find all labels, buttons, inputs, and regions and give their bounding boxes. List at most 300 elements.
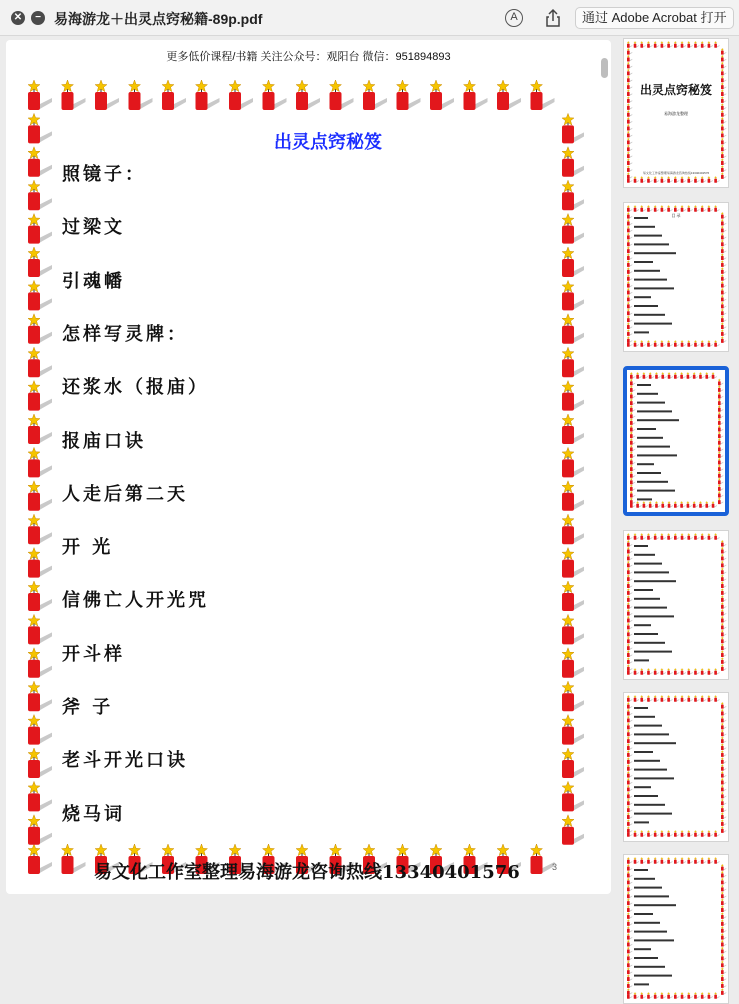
candle-icon — [661, 41, 666, 48]
candle-icon — [647, 857, 652, 864]
candle-icon — [62, 844, 86, 874]
thumbnail-subtitle: 目 录 — [671, 213, 681, 218]
candle-icon — [636, 372, 641, 379]
thumbnail-border — [624, 693, 728, 841]
candle-icon — [630, 412, 635, 419]
candle-icon — [647, 830, 652, 837]
candle-icon — [687, 340, 692, 347]
candle-icon — [718, 399, 723, 406]
candle-icon — [687, 205, 692, 212]
candle-icon — [627, 138, 632, 145]
candle-icon — [627, 757, 632, 764]
candle-icon — [627, 974, 632, 981]
page-thumbnail[interactable] — [623, 38, 729, 188]
candle-icon — [705, 501, 710, 508]
candle-icon — [627, 302, 632, 309]
candle-icon — [701, 205, 706, 212]
candle-icon — [654, 668, 659, 675]
candle-icon — [701, 992, 706, 999]
candle-icon — [708, 533, 713, 540]
thumbnail-text-line — [634, 760, 660, 762]
candle-icon — [28, 314, 52, 344]
markup-icon[interactable]: A — [505, 9, 523, 27]
candle-icon — [721, 247, 726, 254]
candle-icon — [705, 372, 710, 379]
candle-icon — [667, 992, 672, 999]
candle-icon — [630, 445, 635, 452]
candle-icon — [681, 340, 686, 347]
candle-icon — [627, 792, 632, 799]
candle-icon — [721, 145, 726, 152]
candle-icon — [627, 657, 632, 664]
candle-icon — [674, 340, 679, 347]
pdf-page — [24, 80, 584, 883]
thumbnail-text-line — [637, 402, 665, 404]
candle-icon — [28, 80, 52, 110]
thumbnail-text-line — [634, 742, 676, 744]
thumbnail-text-line — [634, 895, 669, 897]
candle-icon — [28, 147, 52, 177]
candle-icon — [640, 668, 645, 675]
candle-icon — [718, 491, 723, 498]
header-note: 更多低价课程/书籍 关注公众号：观阳台 微信：951894893 — [166, 51, 451, 63]
candle-icon — [721, 961, 726, 968]
candle-icon — [627, 954, 632, 961]
page-heading: 出灵点窍秘笈 — [274, 132, 382, 153]
candle-icon — [680, 501, 685, 508]
candle-icon — [627, 226, 632, 233]
candle-icon — [701, 533, 706, 540]
document-title: 易海游龙＋出灵点窍秘籍-89p.pdf — [54, 11, 263, 27]
candle-icon — [721, 62, 726, 69]
candle-icon — [721, 309, 726, 316]
candle-icon — [562, 514, 584, 544]
candle-icon — [721, 778, 726, 785]
candle-icon — [627, 616, 632, 623]
candle-icon — [627, 288, 632, 295]
candle-icon — [196, 80, 220, 110]
candle-icon — [667, 205, 672, 212]
candle-icon — [640, 176, 645, 183]
candle-icon — [721, 723, 726, 730]
candle-icon — [721, 554, 726, 561]
page-thumbnail[interactable] — [623, 366, 729, 516]
candle-icon — [687, 41, 692, 48]
candle-icon — [721, 764, 726, 771]
candle-icon — [28, 614, 52, 644]
candle-icon — [674, 176, 679, 183]
candle-icon — [661, 340, 666, 347]
candle-icon — [627, 912, 632, 919]
candle-icon — [229, 80, 253, 110]
candle-icon — [721, 69, 726, 76]
candle-icon — [627, 595, 632, 602]
page-thumbnail[interactable] — [623, 530, 729, 680]
thumbnail-text-line — [634, 869, 648, 871]
candle-icon — [721, 792, 726, 799]
candle-icon — [699, 501, 704, 508]
candle-icon — [674, 857, 679, 864]
candle-icon — [721, 267, 726, 274]
page-footer: 易文化工作室整理易海游龙咨询热线13340401576 — [94, 862, 520, 883]
candle-icon — [721, 253, 726, 260]
thumbnail-text-line — [637, 428, 656, 430]
candle-icon — [28, 414, 52, 444]
page-thumbnail[interactable] — [623, 202, 729, 352]
candle-icon — [718, 458, 723, 465]
candle-icon — [721, 864, 726, 871]
candle-icon — [654, 176, 659, 183]
candle-icon — [630, 451, 635, 458]
candle-icon — [681, 205, 686, 212]
candle-icon — [654, 340, 659, 347]
candle-icon — [721, 138, 726, 145]
candle-icon — [562, 447, 584, 477]
candle-icon — [627, 988, 632, 995]
candle-icon — [694, 857, 699, 864]
candle-icon — [674, 533, 679, 540]
candle-icon — [694, 992, 699, 999]
candle-icon — [630, 385, 635, 392]
candle-icon — [661, 501, 666, 508]
candle-icon — [627, 695, 632, 702]
candle-icon — [681, 992, 686, 999]
thumbnail-text-line — [634, 305, 658, 307]
candle-icon — [708, 176, 713, 183]
candle-icon — [714, 695, 719, 702]
thumbnail-border — [627, 370, 725, 512]
candle-icon — [721, 316, 726, 323]
candle-icon — [721, 954, 726, 961]
candle-icon — [701, 695, 706, 702]
candle-icon — [667, 340, 672, 347]
candle-icon — [464, 80, 488, 110]
candle-icon — [680, 372, 685, 379]
thumbnail-text-line — [634, 804, 665, 806]
candle-icon — [708, 205, 713, 212]
candle-icon — [674, 501, 679, 508]
thumbnail-text-line — [634, 725, 662, 727]
candle-icon — [654, 857, 659, 864]
candle-icon — [718, 418, 723, 425]
candle-icon — [562, 414, 584, 444]
thumbnail-text-line — [634, 957, 658, 959]
candle-icon — [714, 340, 719, 347]
candle-icon — [712, 372, 717, 379]
candle-icon — [721, 981, 726, 988]
candle-icon — [627, 968, 632, 975]
candle-icon — [627, 764, 632, 771]
candle-icon — [661, 372, 666, 379]
candle-icon — [721, 905, 726, 912]
minus-icon[interactable]: − — [31, 11, 45, 25]
candle-icon — [718, 471, 723, 478]
candle-icon — [661, 992, 666, 999]
candle-icon — [630, 379, 635, 386]
candle-icon — [699, 372, 704, 379]
candle-icon — [708, 830, 713, 837]
candle-icon — [627, 947, 632, 954]
candle-icon — [721, 871, 726, 878]
candle-icon — [630, 465, 635, 472]
thumbnail-text-line — [637, 481, 668, 483]
thumbnail-text-line — [634, 633, 658, 635]
candle-icon — [640, 533, 645, 540]
candle-icon — [721, 295, 726, 302]
candle-icon — [640, 992, 645, 999]
thumbnail-text-line — [637, 419, 679, 421]
candle-icon — [701, 176, 706, 183]
open-in-acrobat-button[interactable]: 通过 Adobe Acrobat 打开 — [575, 7, 734, 29]
candle-icon — [718, 432, 723, 439]
thumbnail-text-line — [634, 777, 674, 779]
candle-icon — [627, 650, 632, 657]
candle-icon — [627, 750, 632, 757]
candle-icon — [714, 41, 719, 48]
candle-icon — [708, 41, 713, 48]
candle-icon — [721, 322, 726, 329]
candle-icon — [674, 668, 679, 675]
candle-icon — [627, 274, 632, 281]
candle-icon — [687, 501, 692, 508]
candle-icon — [721, 743, 726, 750]
scrollbar[interactable] — [601, 58, 608, 78]
candle-icon — [627, 602, 632, 609]
candle-icon — [627, 260, 632, 267]
candle-icon — [718, 392, 723, 399]
candle-icon — [634, 668, 639, 675]
candle-icon — [531, 844, 558, 874]
candle-icon — [687, 372, 692, 379]
candle-icon — [28, 748, 52, 778]
content-line: 人走后第二天 — [62, 483, 188, 505]
candle-icon — [649, 501, 654, 508]
candle-icon — [636, 501, 641, 508]
candle-icon — [701, 340, 706, 347]
candle-icon — [654, 205, 659, 212]
thumbnail-text-line — [634, 261, 653, 263]
candle-icon — [718, 478, 723, 485]
candle-icon — [681, 857, 686, 864]
candle-icon — [630, 484, 635, 491]
candle-icon — [701, 830, 706, 837]
thumbnail-text-line — [634, 331, 649, 333]
candle-icon — [627, 554, 632, 561]
candle-icon — [28, 381, 52, 411]
candle-icon — [627, 892, 632, 899]
candle-icon — [627, 575, 632, 582]
candle-icon — [627, 158, 632, 165]
thumbnail-text-line — [634, 545, 648, 547]
candle-icon — [714, 205, 719, 212]
candle-icon — [674, 41, 679, 48]
candle-icon — [721, 657, 726, 664]
thumbnail-text-line — [634, 707, 648, 709]
candle-icon — [630, 438, 635, 445]
candle-icon — [640, 340, 645, 347]
candle-icon — [562, 748, 584, 778]
candle-icon — [694, 533, 699, 540]
thumbnail-text-line — [634, 279, 667, 281]
close-icon[interactable]: ✕ — [11, 11, 25, 25]
thumbnail-text-line — [634, 966, 665, 968]
thumbnail-text-line — [634, 769, 667, 771]
thumbnail-text-line — [634, 983, 649, 985]
candle-icon — [28, 715, 52, 745]
candle-icon — [721, 947, 726, 954]
page-thumbnail[interactable] — [623, 854, 729, 1004]
thumbnail-text-line — [637, 410, 672, 412]
thumbnail-text-line — [634, 571, 669, 573]
candle-icon — [627, 812, 632, 819]
candle-icon — [721, 152, 726, 159]
candle-icon — [708, 668, 713, 675]
candle-icon — [627, 533, 632, 540]
thumbnail-text-line — [634, 252, 676, 254]
thumbnail-text-line — [634, 931, 667, 933]
candle-icon — [430, 80, 454, 110]
candle-icon — [721, 329, 726, 336]
candle-icon — [627, 336, 632, 343]
thumbnail-text-line — [634, 296, 651, 298]
thumbnail-text-line — [634, 615, 674, 617]
content-line: 怎样写灵牌： — [62, 323, 188, 345]
thumbnail-text-line — [634, 651, 672, 653]
thumbnail-text-line — [634, 624, 651, 626]
candle-icon — [721, 885, 726, 892]
candle-icon — [627, 885, 632, 892]
thumbnail-text-line — [634, 913, 653, 915]
thumbnail-text-line — [634, 659, 649, 661]
candle-icon — [627, 322, 632, 329]
candle-icon — [562, 247, 584, 277]
candle-icon — [681, 695, 686, 702]
candle-icon — [634, 176, 639, 183]
candle-icon — [627, 899, 632, 906]
candle-icon — [627, 240, 632, 247]
candle-icon — [721, 288, 726, 295]
pdf-viewer[interactable] — [6, 40, 611, 894]
candle-icon — [28, 447, 52, 477]
candle-icon — [701, 668, 706, 675]
candle-icon — [627, 152, 632, 159]
candle-icon — [721, 637, 726, 644]
candle-icon — [627, 253, 632, 260]
candle-icon — [630, 471, 635, 478]
candle-icon — [674, 830, 679, 837]
candle-icon — [721, 602, 726, 609]
thumbnail-text-line — [634, 786, 651, 788]
candle-icon — [661, 830, 666, 837]
candle-icon — [640, 830, 645, 837]
candle-icon — [634, 340, 639, 347]
candle-icon — [712, 501, 717, 508]
candle-icon — [627, 41, 632, 48]
candle-icon — [721, 892, 726, 899]
candle-icon — [627, 737, 632, 744]
candle-icon — [627, 730, 632, 737]
candle-icon — [562, 147, 584, 177]
candle-icon — [721, 547, 726, 554]
candle-icon — [562, 347, 584, 377]
candle-icon — [627, 233, 632, 240]
candle-icon — [721, 623, 726, 630]
candle-icon — [681, 533, 686, 540]
candle-icon — [627, 799, 632, 806]
candle-icon — [687, 992, 692, 999]
candle-icon — [721, 709, 726, 716]
candle-icon — [721, 819, 726, 826]
candle-icon — [562, 715, 584, 745]
candle-icon — [627, 267, 632, 274]
candle-icon — [627, 329, 632, 336]
candle-icon — [674, 992, 679, 999]
candle-icon — [718, 385, 723, 392]
candle-icon — [721, 737, 726, 744]
candle-icon — [718, 379, 723, 386]
candle-icon — [661, 695, 666, 702]
candle-icon — [667, 830, 672, 837]
candle-icon — [643, 372, 648, 379]
candle-icon — [718, 445, 723, 452]
candle-icon — [694, 41, 699, 48]
content-line: 开斗样 — [62, 643, 125, 665]
candle-icon — [714, 533, 719, 540]
candle-icon — [634, 695, 639, 702]
thumbnail-text-line — [634, 235, 662, 237]
candle-icon — [562, 314, 584, 344]
candle-icon — [647, 176, 652, 183]
candle-icon — [721, 988, 726, 995]
share-icon[interactable] — [544, 8, 562, 28]
candle-icon — [721, 926, 726, 933]
page-thumbnail[interactable] — [623, 692, 729, 842]
thumbnail-text-line — [634, 563, 662, 565]
candle-icon — [654, 533, 659, 540]
candle-icon — [562, 113, 584, 143]
content-line: 引魂幡 — [62, 270, 125, 292]
candle-icon — [721, 940, 726, 947]
thumbnail-text-line — [634, 878, 655, 880]
candle-icon — [627, 623, 632, 630]
candle-icon — [627, 540, 632, 547]
candle-icon — [627, 926, 632, 933]
candle-icon — [562, 548, 584, 578]
candle-icon — [714, 992, 719, 999]
candle-icon — [721, 974, 726, 981]
thumbnail-text-line — [634, 948, 651, 950]
content-line: 报庙口诀 — [62, 430, 146, 452]
thumbnail-border — [624, 203, 728, 351]
candle-icon — [694, 340, 699, 347]
candle-icon — [627, 826, 632, 833]
candle-icon — [263, 80, 287, 110]
candle-icon — [721, 103, 726, 110]
content-line: 开 光 — [62, 537, 114, 559]
candle-icon — [721, 588, 726, 595]
candle-icon — [721, 568, 726, 575]
candle-icon — [721, 644, 726, 651]
candle-icon — [667, 857, 672, 864]
candle-icon — [627, 295, 632, 302]
candle-icon — [627, 940, 632, 947]
candle-icon — [721, 750, 726, 757]
candle-icon — [634, 830, 639, 837]
candle-icon — [627, 871, 632, 878]
candle-icon — [630, 399, 635, 406]
candle-icon — [627, 581, 632, 588]
thumbnail-text-line — [634, 226, 655, 228]
